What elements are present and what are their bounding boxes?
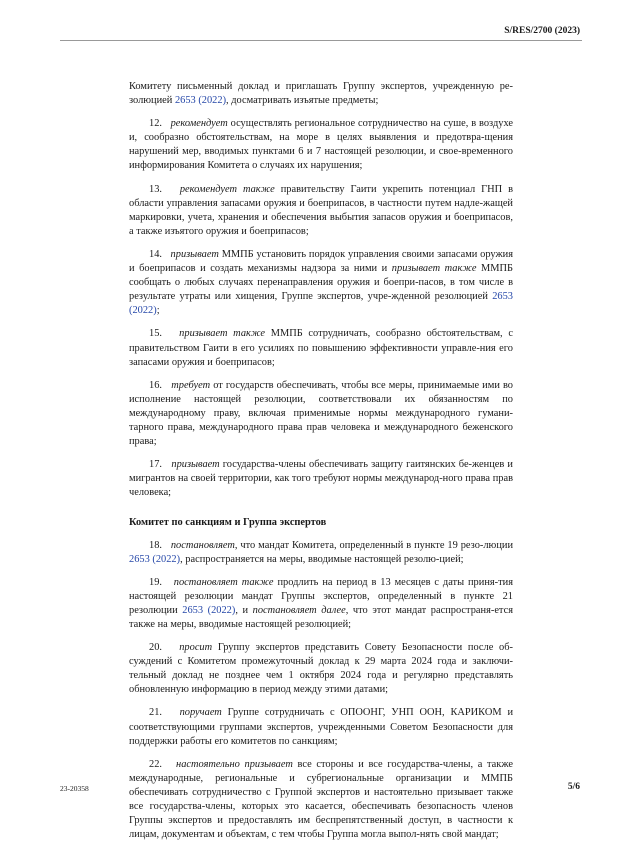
paragraph-13: 13. рекомендует также правительству Гаити укрепить потенциал ГНП в области управления запасами оружия и боеприпасов, в частности путем надле-жащей маркировки, учета, хранения и обеспечения выбытия запасов оружия и боеприпасов, а также изъятого оружия и боеприпасов; — [129, 183, 514, 237]
resolution-link[interactable]: 2653 (2022) — [174, 95, 227, 107]
continuation-paragraph: Комитету письменный доклад и приглашать Группу экспертов, учрежденную ре-золюцией 2653 (2022), досматривать изъятые предметы; — [129, 81, 513, 107]
resolution-link[interactable]: 2653 (2022) — [129, 291, 513, 317]
document-number: 23-20358 — [60, 784, 89, 793]
paragraph-15: 15. призывает также ММПБ сотрудничать, сообразно обстоятельствам, с правительством Гаити в его усилиях по повышению эффективности управле-ния его запасами оружия и боеприпасов; — [129, 328, 513, 368]
page-number: 5/6 — [567, 782, 580, 792]
paragraph-12: 12. рекомендует осуществлять региональное сотрудничество на суше, в воздухе и, сообразно обстоятельствам, на море в целях выявления и предотвра-щения нарушений мер, вводимых пунктами 6 и 7 настоящей резолюции, и свое-временного информирования Комитета о случаях их нарушения; — [129, 118, 513, 172]
paragraph-18: 18. постановляет, что мандат Комитета, определенный в пункте 19 резо-люции 2653 (2022), распространяется на меры, вводимые настоящей резолю-цией; — [129, 539, 513, 565]
document-body — [129, 80, 513, 851]
resolution-link[interactable]: 2653 (2022) — [129, 553, 181, 565]
paragraph-17: 17. призывает государства-члены обеспечивать защиту гаитянских бе-женцев и мигрантов на своей территории, как того требуют нормы международ-ного права прав человека; — [129, 459, 513, 499]
document-symbol: S/RES/2700 (2023) — [504, 26, 580, 36]
header-rule — [60, 40, 582, 41]
paragraph-19: 19. постановляет также продлить на период в 13 месяцев с даты приня-тия настоящей резолюции мандат Группы экспертов, определенный в пункте 21 резолюции 2653 (2022), и постановляет далее, что этот мандат распространя-ется также на меры, вводимые настоящей резолюцией; — [129, 576, 513, 630]
paragraph-14: 14. призывает ММПБ установить порядок управления своими запасами оружия и боеприпасов и создать механизмы надзора за ними и призывает также ММПБ сообщать о любых случаях перенаправления оружия и боепри-пасов, в том числе в результате утраты или хищения, Группе экспертов, учре-жденной резолюцией 2653 (2022); — [129, 248, 514, 317]
paragraph-16: 16. требует от государств обеспечивать, чтобы все меры, принимаемые ими во исполнение настоящей резолюции, соответствовали их обязанностям по международному праву, включая применимые нормы международного гумани-тарного права, международного права прав человека и международного беженского права; — [129, 379, 514, 448]
paragraph-20: 20. просит Группу экспертов представить Совету Безопасности после об-суждений с Комитетом промежуточный доклад к 29 марта 2024 года и заключи-тельный доклад не позднее чем 1 октября 2024 года и регулярно представлять обновленную информацию в период между этими датами; — [129, 642, 513, 696]
paragraph-21: 21. поручает Группе сотрудничать с ОПООНГ, УНП ООН, КАРИКОМ и соответствующими группами экспертов, учрежденными Советом Безопасности для поддержки работы его комитетов по санкциям; — [129, 707, 513, 747]
section-heading: Комитет по санкциям и Группа экспертов — [129, 517, 327, 529]
paragraph-22: 22. настоятельно призывает все стороны и все государства-члены, а также международные, региональные и субрегиональные организации и ММПБ обеспечивать сотрудничество с Группой экспертов и настоятельно призывает также все государства-члены, которых это касается, обеспечивать безопасность членов Группы экспертов и предоставлять им беспрепятственный доступ, в частности к лицам, документам и объектам, с тем чтобы Группа могла выпол-нять свой мандат; — [129, 758, 513, 841]
resolution-link[interactable]: 2653 (2022) — [182, 604, 236, 616]
